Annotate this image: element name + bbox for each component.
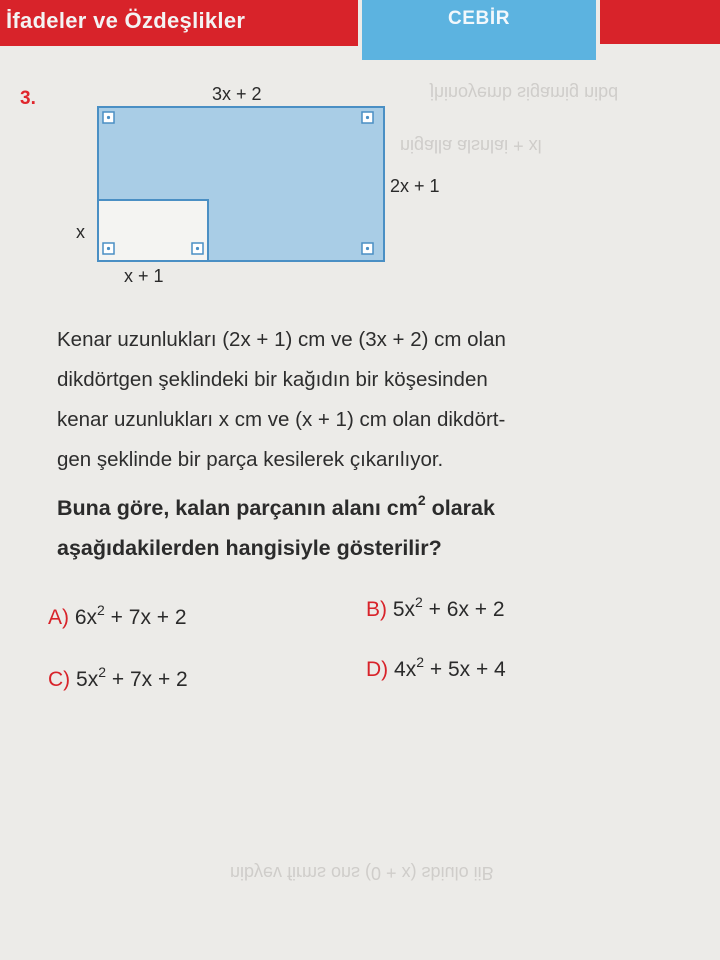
question-body <box>57 320 697 480</box>
option-label: A) <box>48 606 69 629</box>
bleed-through-text: jhinoyemb sigamig nibd <box>430 83 619 103</box>
prompt-line-1: Buna göre, kalan parçanın alanı $cm^2$ olarak <box>57 492 495 520</box>
option-label: D) <box>366 658 389 681</box>
question-line: Kenar uzunlukları (2x + 1) cm ve (3x + 2) cm olan <box>57 328 506 351</box>
option-c[interactable]: C) $5x^2 + 7x + 2$ <box>48 664 188 691</box>
question-line: gen şeklinde bir parça kesilerek çıkarılıyor. <box>57 448 444 471</box>
option-label: C) <box>48 668 71 691</box>
question-prompt <box>57 480 702 568</box>
question-line: dikdörtgen şeklindeki bir kağıdın bir köşesinden <box>57 368 488 391</box>
question-line: kenar uzunlukları x cm ve (x + 1) cm olan dikdört- <box>57 408 506 431</box>
rectangle-figure <box>0 0 720 300</box>
prompt-line-2: aşağıdakilerden hangisiyle gösterilir? <box>57 536 442 560</box>
header-section-label: CEBİR <box>447 8 511 29</box>
option-b[interactable]: B) $5x^2 + 6x + 2$ <box>366 594 505 621</box>
bottom-side-label: x + 1 <box>124 266 164 286</box>
option-a[interactable]: A) $6x^2 + 7x + 2$ <box>48 602 187 629</box>
question-number: 3. <box>20 88 36 109</box>
left-side-label: x <box>76 222 85 242</box>
option-d[interactable]: D) $4x^2 + 5x + 4$ <box>366 654 506 681</box>
top-side-label: 3x + 2 <box>212 84 262 104</box>
right-side-label: 2x + 1 <box>390 176 440 196</box>
header-title: İfadeler ve Özdeşlikler <box>6 8 246 33</box>
bleed-through-text: nigalla alsnlai + xl <box>400 136 542 156</box>
option-label: B) <box>366 598 387 621</box>
bleed-through-text: nibyev firms ons (0 + x) sbiulo iiB <box>230 863 494 883</box>
